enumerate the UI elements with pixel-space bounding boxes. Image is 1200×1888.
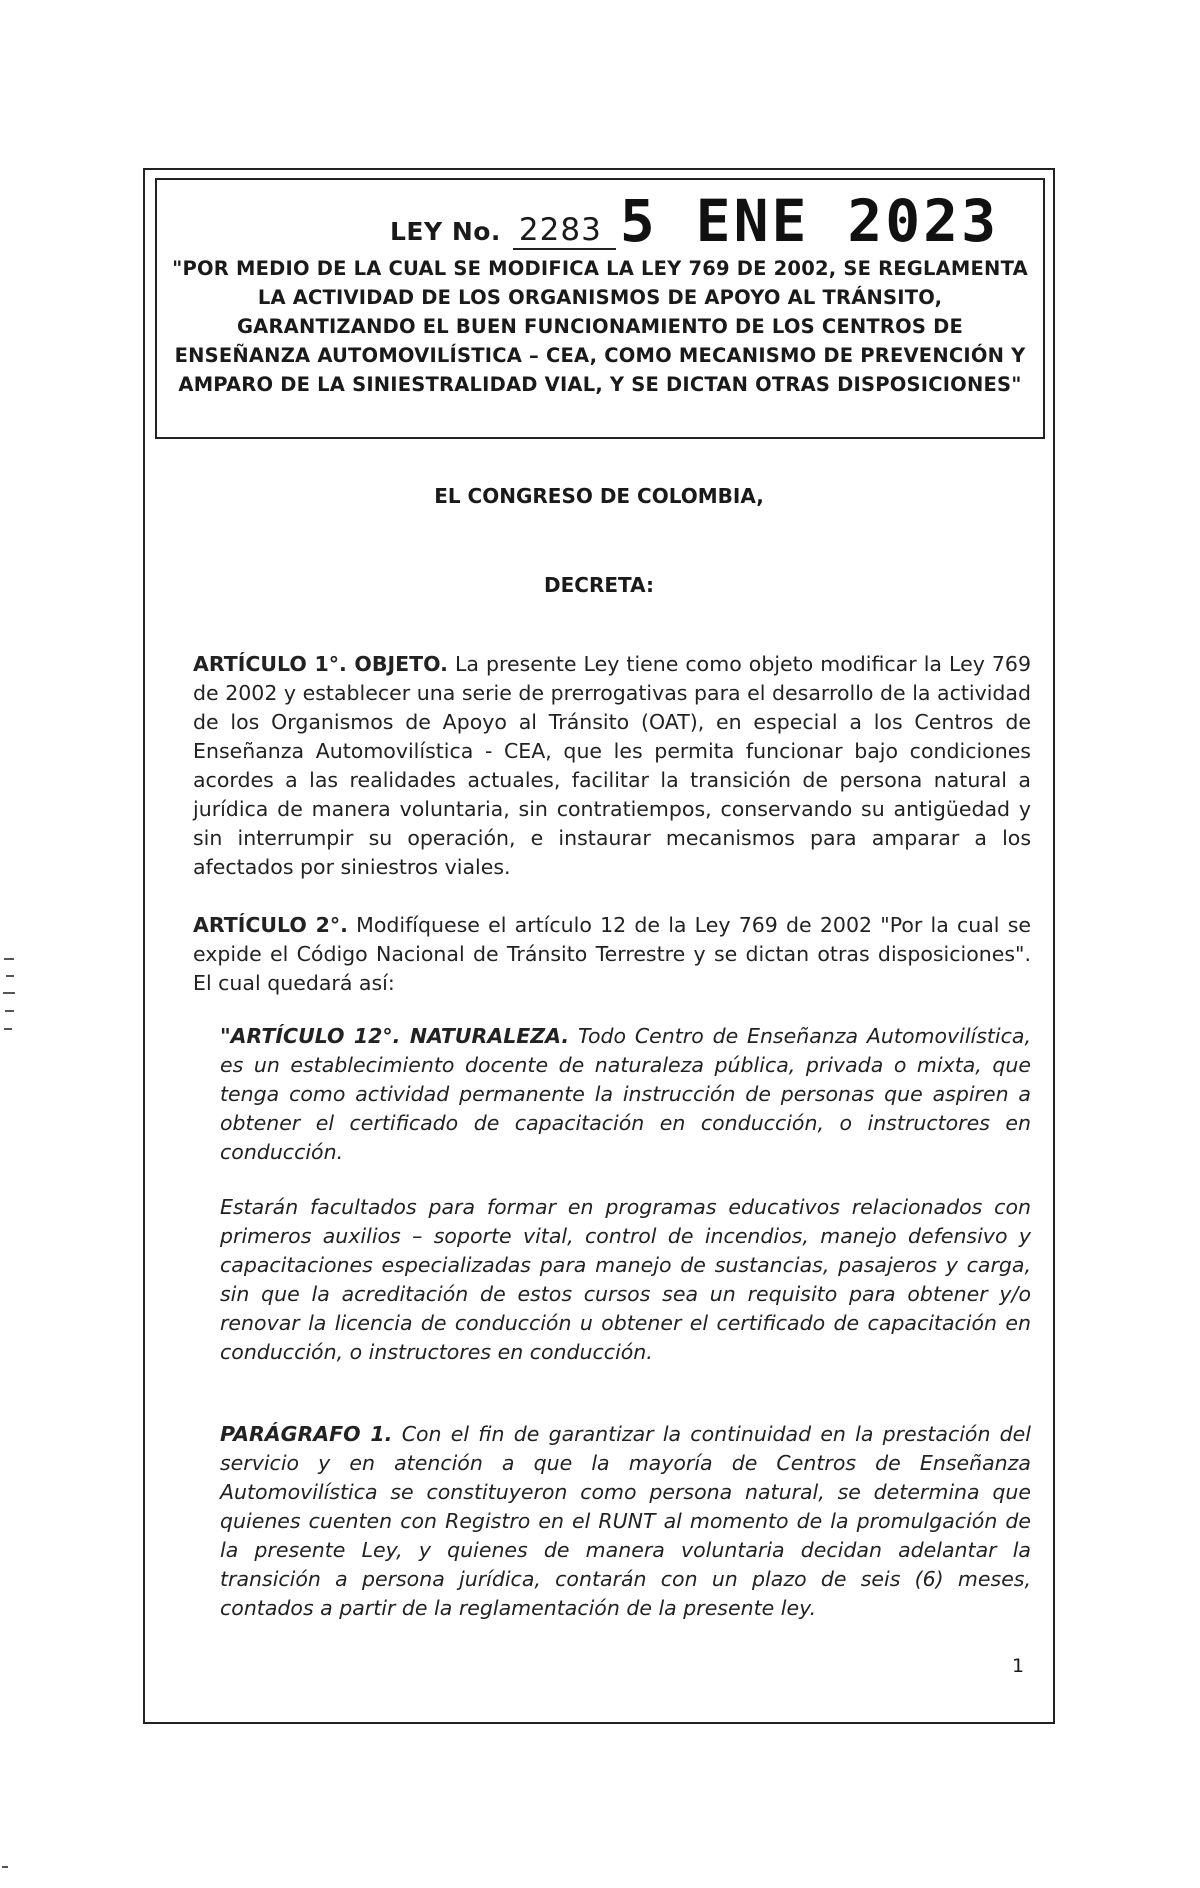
law-header — [390, 187, 1000, 255]
scan-artifact — [5, 1010, 14, 1012]
article-12 — [220, 1022, 1031, 1167]
article-12-text: Todo Centro de Enseñanza Automovilística, es un establecimiento docente de naturaleza pública, privada o mixta, que tenga como actividad permanente la instrucción de personas que aspiren a obtener el certificado de capacitación en conducción, o instructores en conducción. — [220, 1024, 1031, 1164]
paragrafo-1-lead: PARÁGRAFO 1. — [220, 1422, 393, 1446]
scan-artifact — [4, 958, 14, 960]
ley-number: 2283 — [513, 212, 616, 250]
article-1-text: La presente Ley tiene como objeto modificar la Ley 769 de 2002 y establecer una serie de prerrogativas para el desarrollo de la actividad de los Organismos de Apoyo al Tránsito (OAT), en especial a los Centros de Enseñanza Automovilística - CEA, que les permita funcionar bajo condiciones acordes a las realidades actuales, facilitar la transición de persona natural a jurídica de manera voluntaria, sin contratiempos, conservando su antigüedad y sin interrumpir su operación, e instaurar mecanismos para amparar a los afectados por siniestros viales. — [193, 652, 1031, 879]
article-1-lead: ARTÍCULO 1°. OBJETO. — [193, 652, 448, 676]
scan-artifact — [3, 992, 15, 994]
paragrafo-1 — [220, 1420, 1031, 1623]
article-12-lead: "ARTÍCULO 12°. NATURALEZA. — [220, 1024, 570, 1048]
article-2 — [193, 911, 1031, 998]
scan-artifact — [2, 1866, 8, 1868]
page-number: 1 — [1012, 1655, 1025, 1677]
law-title: "POR MEDIO DE LA CUAL SE MODIFICA LA LEY 769 DE 2002, SE REGLAMENTA LA ACTIVIDAD DE LOS ORGANISMOS DE APOYO AL TRÁNSITO, GARANTIZANDO EL BUEN FUNCIONAMIENTO DE LOS CENTROS DE ENSEÑANZA AUTOMOVILÍSTICA – CEA, COMO MECANISMO DE PREVENCIÓN Y AMPARO DE LA SINIESTRALIDAD VIAL, Y SE DICTAN OTRAS DISPOSICIONES" — [172, 257, 1028, 396]
article-2-text: Modifíquese el artículo 12 de la Ley 769 de 2002 "Por la cual se expide el Código Nacional de Tránsito Terrestre y se dictan otras disposiciones". El cual quedará así: — [193, 913, 1031, 995]
date-stamp: 5 ENE 2023 — [619, 187, 1000, 255]
article-2-lead: ARTÍCULO 2°. — [193, 913, 348, 937]
decreta-heading: DECRETA: — [544, 573, 654, 597]
paragrafo-1-text: Con el fin de garantizar la continuidad en la prestación del servicio y en atención a que la mayoría de Centros de Enseñanza Automovilística se constituyeron como persona natural, se determina que quienes cuenten con Registro en el RUNT al momento de la promulgación de la presente Ley, y quienes de manera voluntaria decidan adelantar la transición a persona jurídica, contarán con un plazo de seis (6) meses, contados a partir de la reglamentación de la presente ley. — [220, 1422, 1031, 1620]
article-12-paragraph-2: Estarán facultados para formar en programas educativos relacionados con primeros auxilios – soporte vital, control de incendios, manejo defensivo y capacitaciones especializadas para manejo de sustancias, pasajeros y carga, sin que la acreditación de estos cursos sea un requisito para obtener y/o renovar la licencia de conducción u obtener el certificado de capacitación en conducción, o instructores en conducción. — [220, 1195, 1031, 1364]
article-1 — [193, 650, 1031, 882]
ley-label: LEY No. — [390, 217, 501, 246]
scan-artifact — [4, 1028, 12, 1030]
scan-artifact — [6, 975, 14, 977]
congress-heading: EL CONGRESO DE COLOMBIA, — [434, 484, 764, 508]
